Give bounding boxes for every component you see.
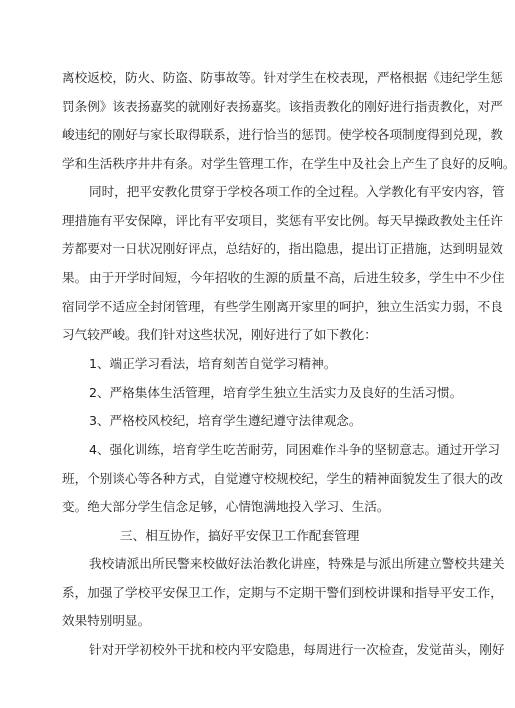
- text-line: 峻违纪的刚好与家长取得联系，进行恰当的惩罚。使学校各项制度得到兑现，教: [62, 127, 503, 143]
- text-line: 变。绝大部分学生信念足够，心情饱满地投入学习、生活。: [62, 499, 390, 515]
- section-heading: [62, 522, 438, 551]
- text-line: 系，加强了学校平安保卫工作，定期与不定期干警们到校讲课和指导平安工作，: [62, 584, 503, 600]
- text-line: 习气较严峻。我们针对这些状况，刚好进行了如下教化：: [62, 327, 377, 343]
- text-line: 理措施有平安保障，评比有平安项目，奖惩有平安比例。每天早操政教处主任许: [62, 212, 503, 228]
- paragraph: [62, 407, 438, 436]
- paragraph: [62, 264, 505, 350]
- text-line: 由于开学时间短，今年招收的生源的质量不高，后进生较多，学生中不少住: [89, 270, 505, 285]
- text-line: 3、严格校风校纪，培育学生遵纪遵守法律观念。: [89, 413, 362, 428]
- text-line: 离校返校，防火、防盗、防事故等。针对学生在校表现，严格根据《违纪学生惩: [62, 70, 503, 85]
- paragraph: [62, 350, 438, 379]
- text-line: 芳都要对一日状况刚好评点，总结好的，指出隐患，提出订正措施，达到明显效: [62, 241, 503, 257]
- paragraph: [62, 379, 463, 408]
- text-line: 我校请派出所民警来校做好法治教化讲座，特殊是与派出所建立警校共建关: [89, 556, 505, 571]
- paragraph: [62, 436, 503, 522]
- text-line: 班，个别谈心等各种方式，自觉遵守校规校纪，学生的精神面貌发生了很大的改: [62, 470, 503, 486]
- text-line: 1、端正学习看法，培育刻苦自觉学习精神。: [89, 356, 337, 371]
- text-line: 效果特别明显。: [62, 613, 151, 629]
- text-line: 针对开学初校外干扰和校内平安隐患，每周进行一次检查，发觉苗头，刚好: [89, 642, 505, 657]
- text-line: 4、强化训练，培育学生吃苦耐劳，同困难作斗争的坚韧意志。通过开学习: [89, 442, 501, 457]
- text-line: 2、严格集体生活管理，培育学生独立生活实力及良好的生活习惯。: [89, 385, 463, 400]
- text-line: 果。: [62, 269, 88, 285]
- text-line: 宿同学不适应全封闭管理，有些学生刚离开家里的呵护，独立生活实力弱，不良: [62, 298, 503, 314]
- text-line: 同时，把平安教化贯穿于学校各项工作的全过程。入学教化有平安内容，管: [89, 184, 505, 199]
- text-line: 学和生活秩序井井有条。对学生管理工作，在学生中及社会上产生了良好的反响。: [62, 155, 515, 171]
- paragraph: [62, 550, 505, 636]
- text-line: 罚条例》该表扬嘉奖的就刚好表扬嘉奖。该指责教化的刚好进行指责教化，对严: [62, 98, 503, 114]
- paragraph: [62, 64, 515, 178]
- paragraph: [62, 636, 505, 665]
- text-line: 三、相互协作，搞好平安保卫工作配套管理: [120, 528, 360, 543]
